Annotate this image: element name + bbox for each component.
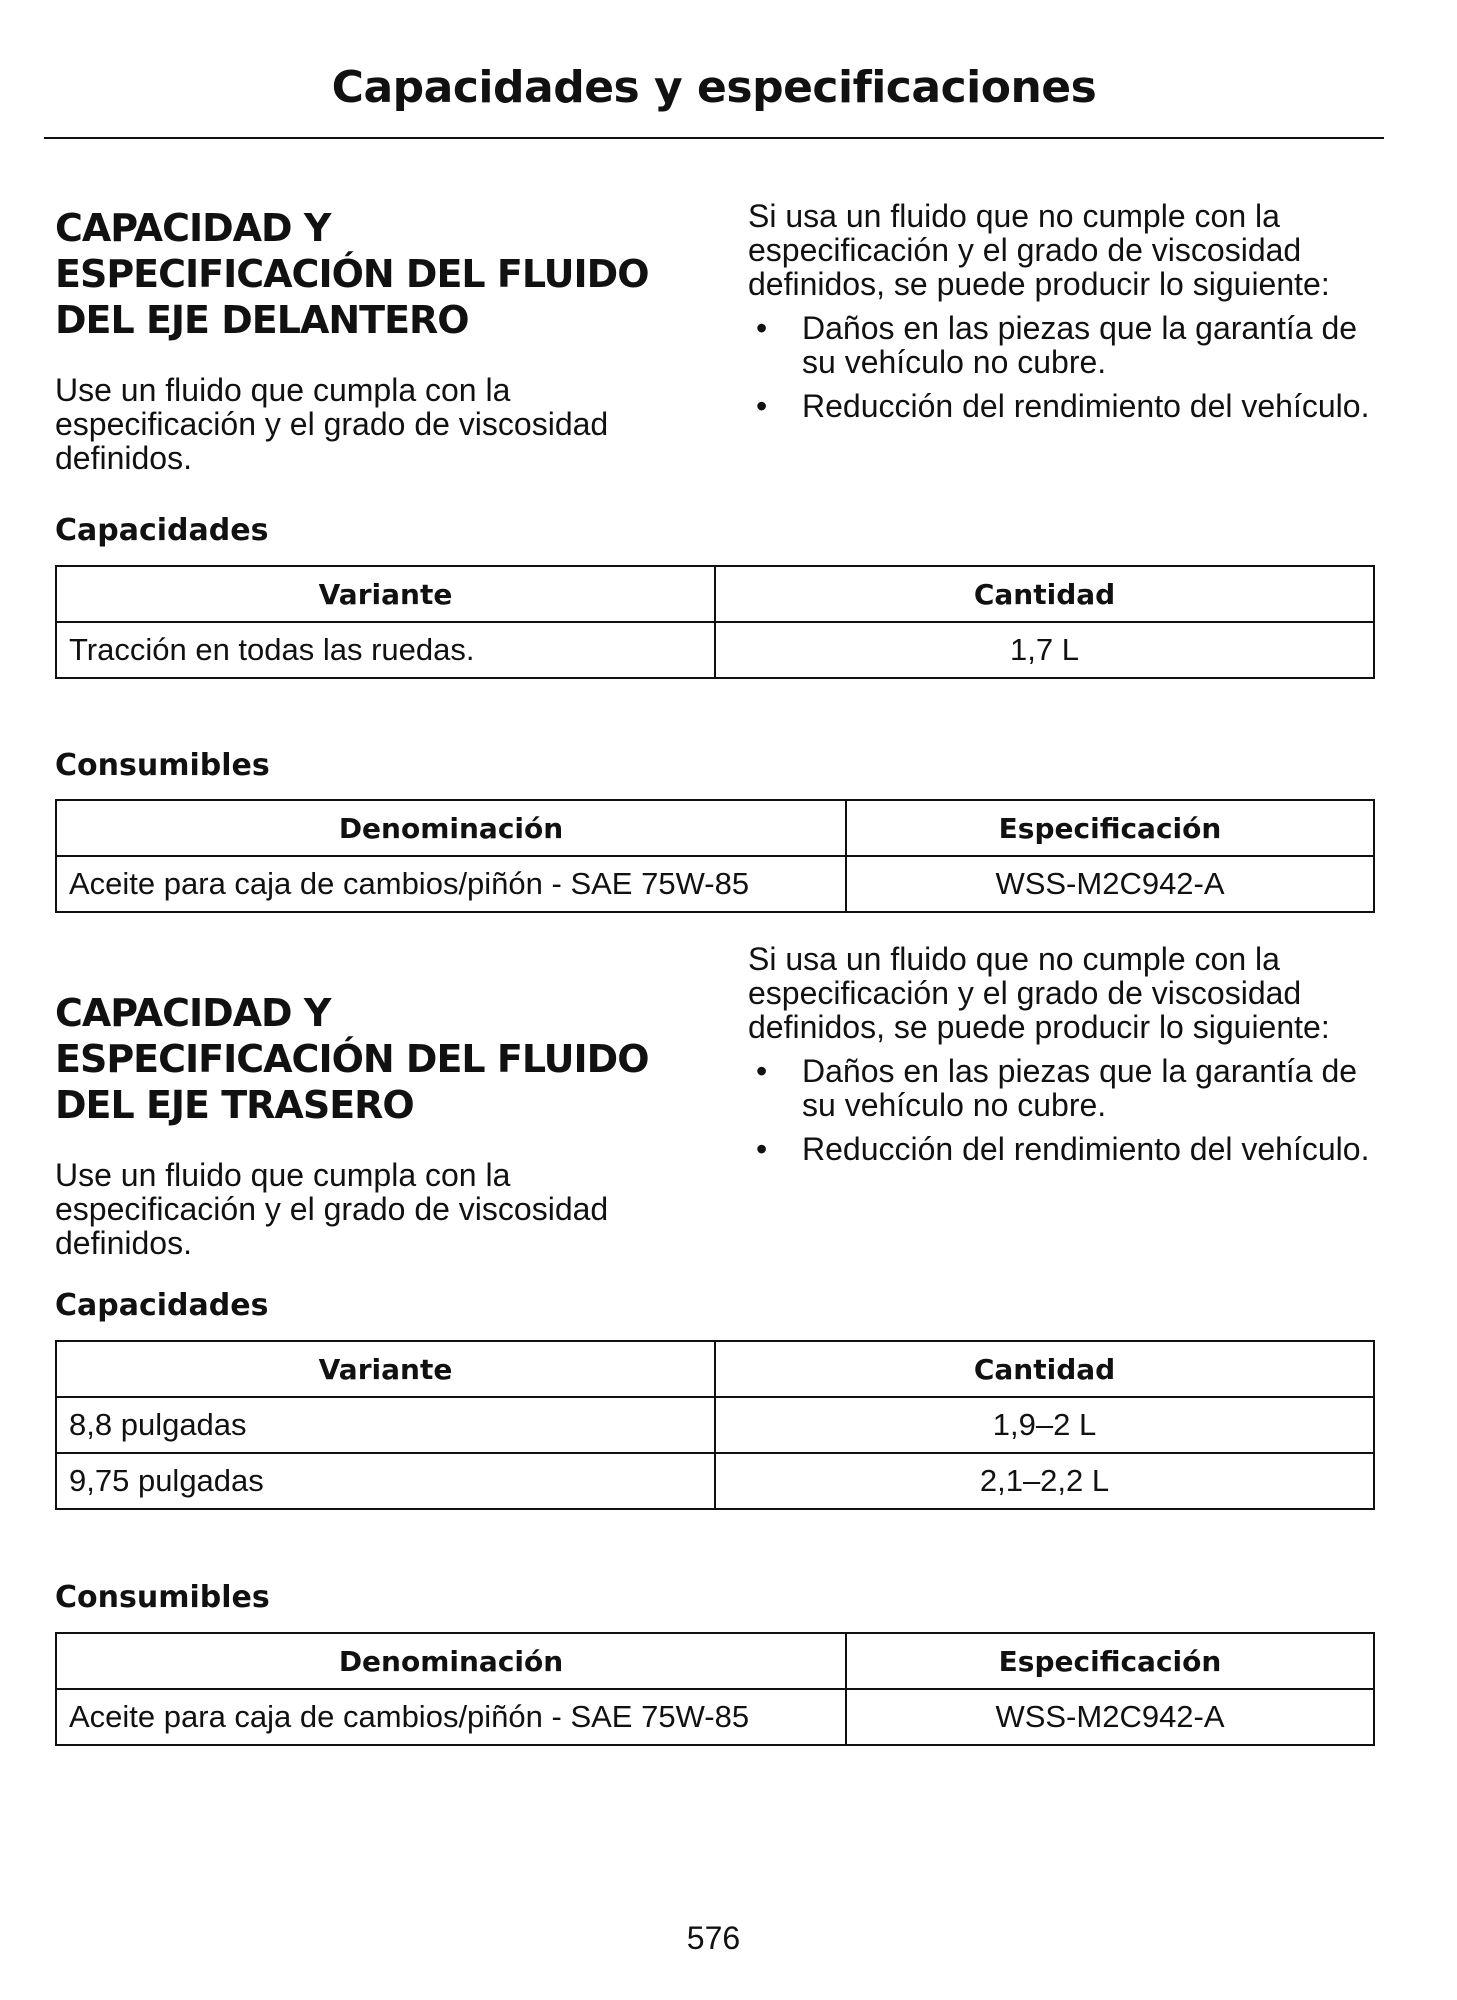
rear-capacities-table: [55, 1340, 1375, 1510]
table-row: [56, 1453, 1374, 1509]
front-intro-text: Use un fluido que cumpla con la especificación y el grado de viscosidad definidos.: [55, 372, 609, 476]
column-header-specification: Especificación: [846, 800, 1374, 856]
table-row: [56, 856, 1374, 912]
table-header-row: [56, 800, 1374, 856]
front-capacities-label: Capacidades: [55, 513, 269, 548]
bullet-icon: •: [756, 388, 768, 424]
front-left-column: [55, 205, 705, 475]
table-cell: 8,8 pulgadas: [56, 1397, 715, 1453]
list-item: • Daños en las piezas que la garantía de su vehículo no cubre.: [756, 310, 1358, 380]
column-header-variant: Variante: [56, 1341, 715, 1397]
table-cell: WSS-M2C942-A: [846, 856, 1374, 912]
column-header-quantity: Cantidad: [715, 566, 1374, 622]
table-header-row: [56, 1341, 1374, 1397]
bullet-icon: •: [756, 310, 768, 346]
table-header-row: [56, 1633, 1374, 1689]
front-consequence-list: [748, 311, 1388, 423]
page-number: 576: [686, 1920, 741, 1956]
front-warning-text: Si usa un fluido que no cumple con la especificación y el grado de viscosidad definidos, se puede producir lo siguiente:: [748, 198, 1330, 302]
front-right-column: [748, 199, 1388, 433]
column-header-variant: Variante: [56, 566, 715, 622]
rear-title-line1: CAPACIDAD Y: [55, 991, 331, 1035]
rear-right-column: [748, 942, 1388, 1176]
column-header-name: Denominación: [56, 800, 846, 856]
rear-intro-text: Use un fluido que cumpla con la especificación y el grado de viscosidad definidos.: [55, 1157, 609, 1261]
table-cell: Tracción en todas las ruedas.: [56, 622, 715, 678]
table-cell: Aceite para caja de cambios/piñón - SAE 75W-85: [56, 1689, 846, 1745]
header-divider: [44, 137, 1384, 139]
table-row: [56, 1689, 1374, 1745]
rear-consumables-table: [55, 1632, 1375, 1746]
front-title-line3: DEL EJE DELANTERO: [55, 298, 469, 342]
bullet-icon: •: [756, 1131, 768, 1167]
list-item: • Reducción del rendimiento del vehículo.: [756, 1131, 1370, 1167]
front-title-line1: CAPACIDAD Y: [55, 206, 331, 250]
bullet-icon: •: [756, 1053, 768, 1089]
page-title: Capacidades y especificaciones: [331, 62, 1097, 113]
front-consumables-label: Consumibles: [55, 748, 270, 783]
rear-title-line2: ESPECIFICACIÓN DEL FLUIDO: [55, 1037, 649, 1081]
column-header-name: Denominación: [56, 1633, 846, 1689]
table-header-row: [56, 566, 1374, 622]
column-header-quantity: Cantidad: [715, 1341, 1374, 1397]
front-title-line2: ESPECIFICACIÓN DEL FLUIDO: [55, 252, 649, 296]
front-section-title: [55, 205, 705, 343]
table-cell: WSS-M2C942-A: [846, 1689, 1374, 1745]
list-item: • Reducción del rendimiento del vehículo.: [756, 388, 1370, 424]
rear-consumables-label: Consumibles: [55, 1580, 270, 1615]
list-item: • Daños en las piezas que la garantía de su vehículo no cubre.: [756, 1053, 1358, 1123]
table-cell: 1,7 L: [715, 622, 1374, 678]
rear-capacities-label: Capacidades: [55, 1288, 269, 1323]
rear-title-line3: DEL EJE TRASERO: [55, 1083, 414, 1127]
table-cell: Aceite para caja de cambios/piñón - SAE 75W-85: [56, 856, 846, 912]
table-cell: 1,9–2 L: [715, 1397, 1374, 1453]
front-consumables-table: [55, 799, 1375, 913]
rear-consequence-list: [748, 1054, 1388, 1166]
rear-left-column: [55, 990, 705, 1260]
table-cell: 2,1–2,2 L: [715, 1453, 1374, 1509]
front-capacities-table: [55, 565, 1375, 679]
table-row: [56, 1397, 1374, 1453]
rear-warning-text: Si usa un fluido que no cumple con la especificación y el grado de viscosidad definidos, se puede producir lo siguiente:: [748, 941, 1330, 1045]
column-header-specification: Especificación: [846, 1633, 1374, 1689]
table-row: [56, 622, 1374, 678]
table-cell: 9,75 pulgadas: [56, 1453, 715, 1509]
rear-section-title: [55, 990, 705, 1128]
